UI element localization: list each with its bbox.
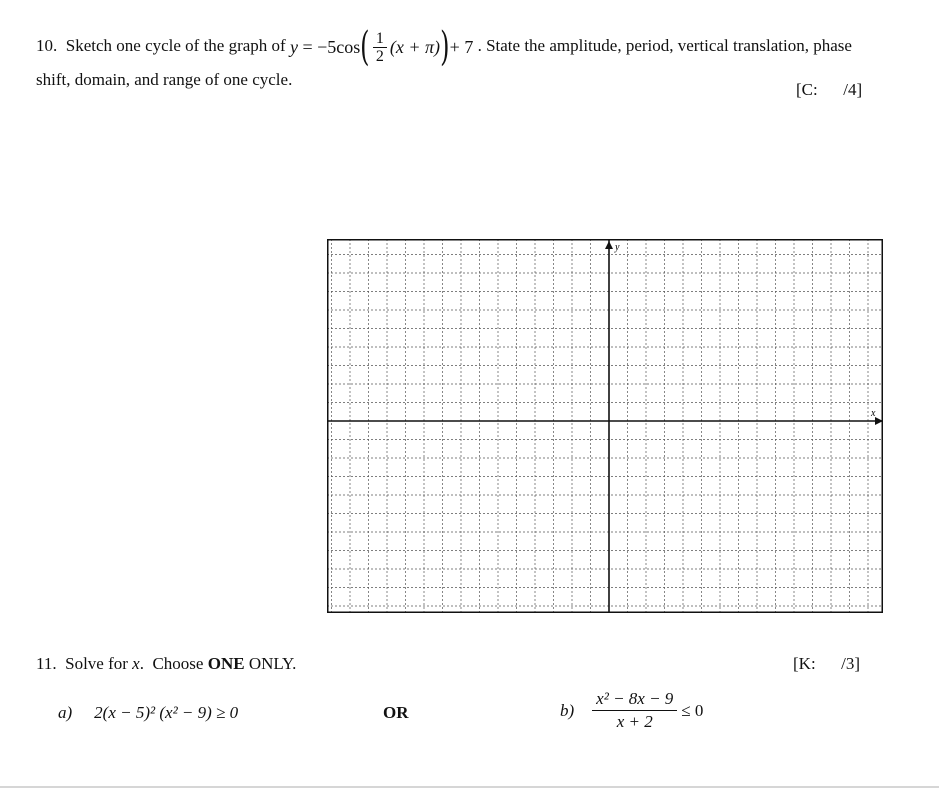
question-10-prompt (36, 24, 916, 70)
question-10-text-start: Sketch one cycle of the graph of (65, 35, 286, 55)
y-axis-arrow-icon (605, 241, 613, 249)
question-11-text-bold: ONE (207, 654, 245, 673)
option-b-fraction (592, 688, 677, 733)
question-11-prompt (36, 654, 296, 674)
equation-tail: + 7 (449, 37, 474, 57)
bottom-rule (0, 786, 939, 788)
question-11-text-post: ONLY. (248, 654, 297, 673)
question-10-marks: [C: /4] (796, 80, 863, 99)
x-axis-label: x (871, 408, 876, 419)
option-a (58, 703, 238, 723)
option-b (560, 688, 703, 733)
question-10-number: 10. (36, 35, 58, 55)
equation-inner: (x + π) (389, 37, 441, 57)
equation-frac-denominator: 2 (375, 47, 384, 65)
equation-fraction (373, 30, 387, 65)
grid-border (328, 240, 883, 613)
question-10-text-end: . State the amplitude, period, vertical translation, phase (477, 35, 852, 55)
equation-lhs: y (289, 37, 298, 57)
question-11-marks: [K: /3] (793, 654, 861, 673)
y-axis-label: y (615, 242, 620, 253)
graph-grid[interactable] (327, 239, 883, 613)
option-b-numerator: x² − 8x − 9 (592, 688, 677, 711)
question-11-variable: x (132, 654, 140, 673)
question-11-number: 11. (36, 654, 57, 673)
question-10-text-line2: shift, domain, and range of one cycle. (36, 70, 293, 89)
equation-right-paren: ) (440, 24, 450, 70)
option-a-label: a) (58, 703, 73, 722)
graph-grid-svg[interactable] (327, 239, 883, 613)
equation-left-paren: ( (360, 24, 370, 70)
question-10-equation (289, 24, 474, 70)
option-b-denominator: x + 2 (616, 712, 653, 731)
option-a-expression: 2(x − 5)² (x² − 9) ≥ 0 (94, 703, 239, 722)
or-label: OR (383, 703, 409, 722)
option-b-relation: ≤ 0 (681, 700, 704, 720)
equation-frac-numerator: 1 (373, 30, 387, 48)
equation-coef: −5cos (317, 37, 361, 57)
question-11-text-pre: Solve for (65, 654, 128, 673)
equation-equals: = (302, 37, 313, 57)
question-11-text-mid: . Choose (139, 654, 204, 673)
option-b-label: b) (560, 700, 575, 720)
grid-lines (327, 239, 883, 613)
